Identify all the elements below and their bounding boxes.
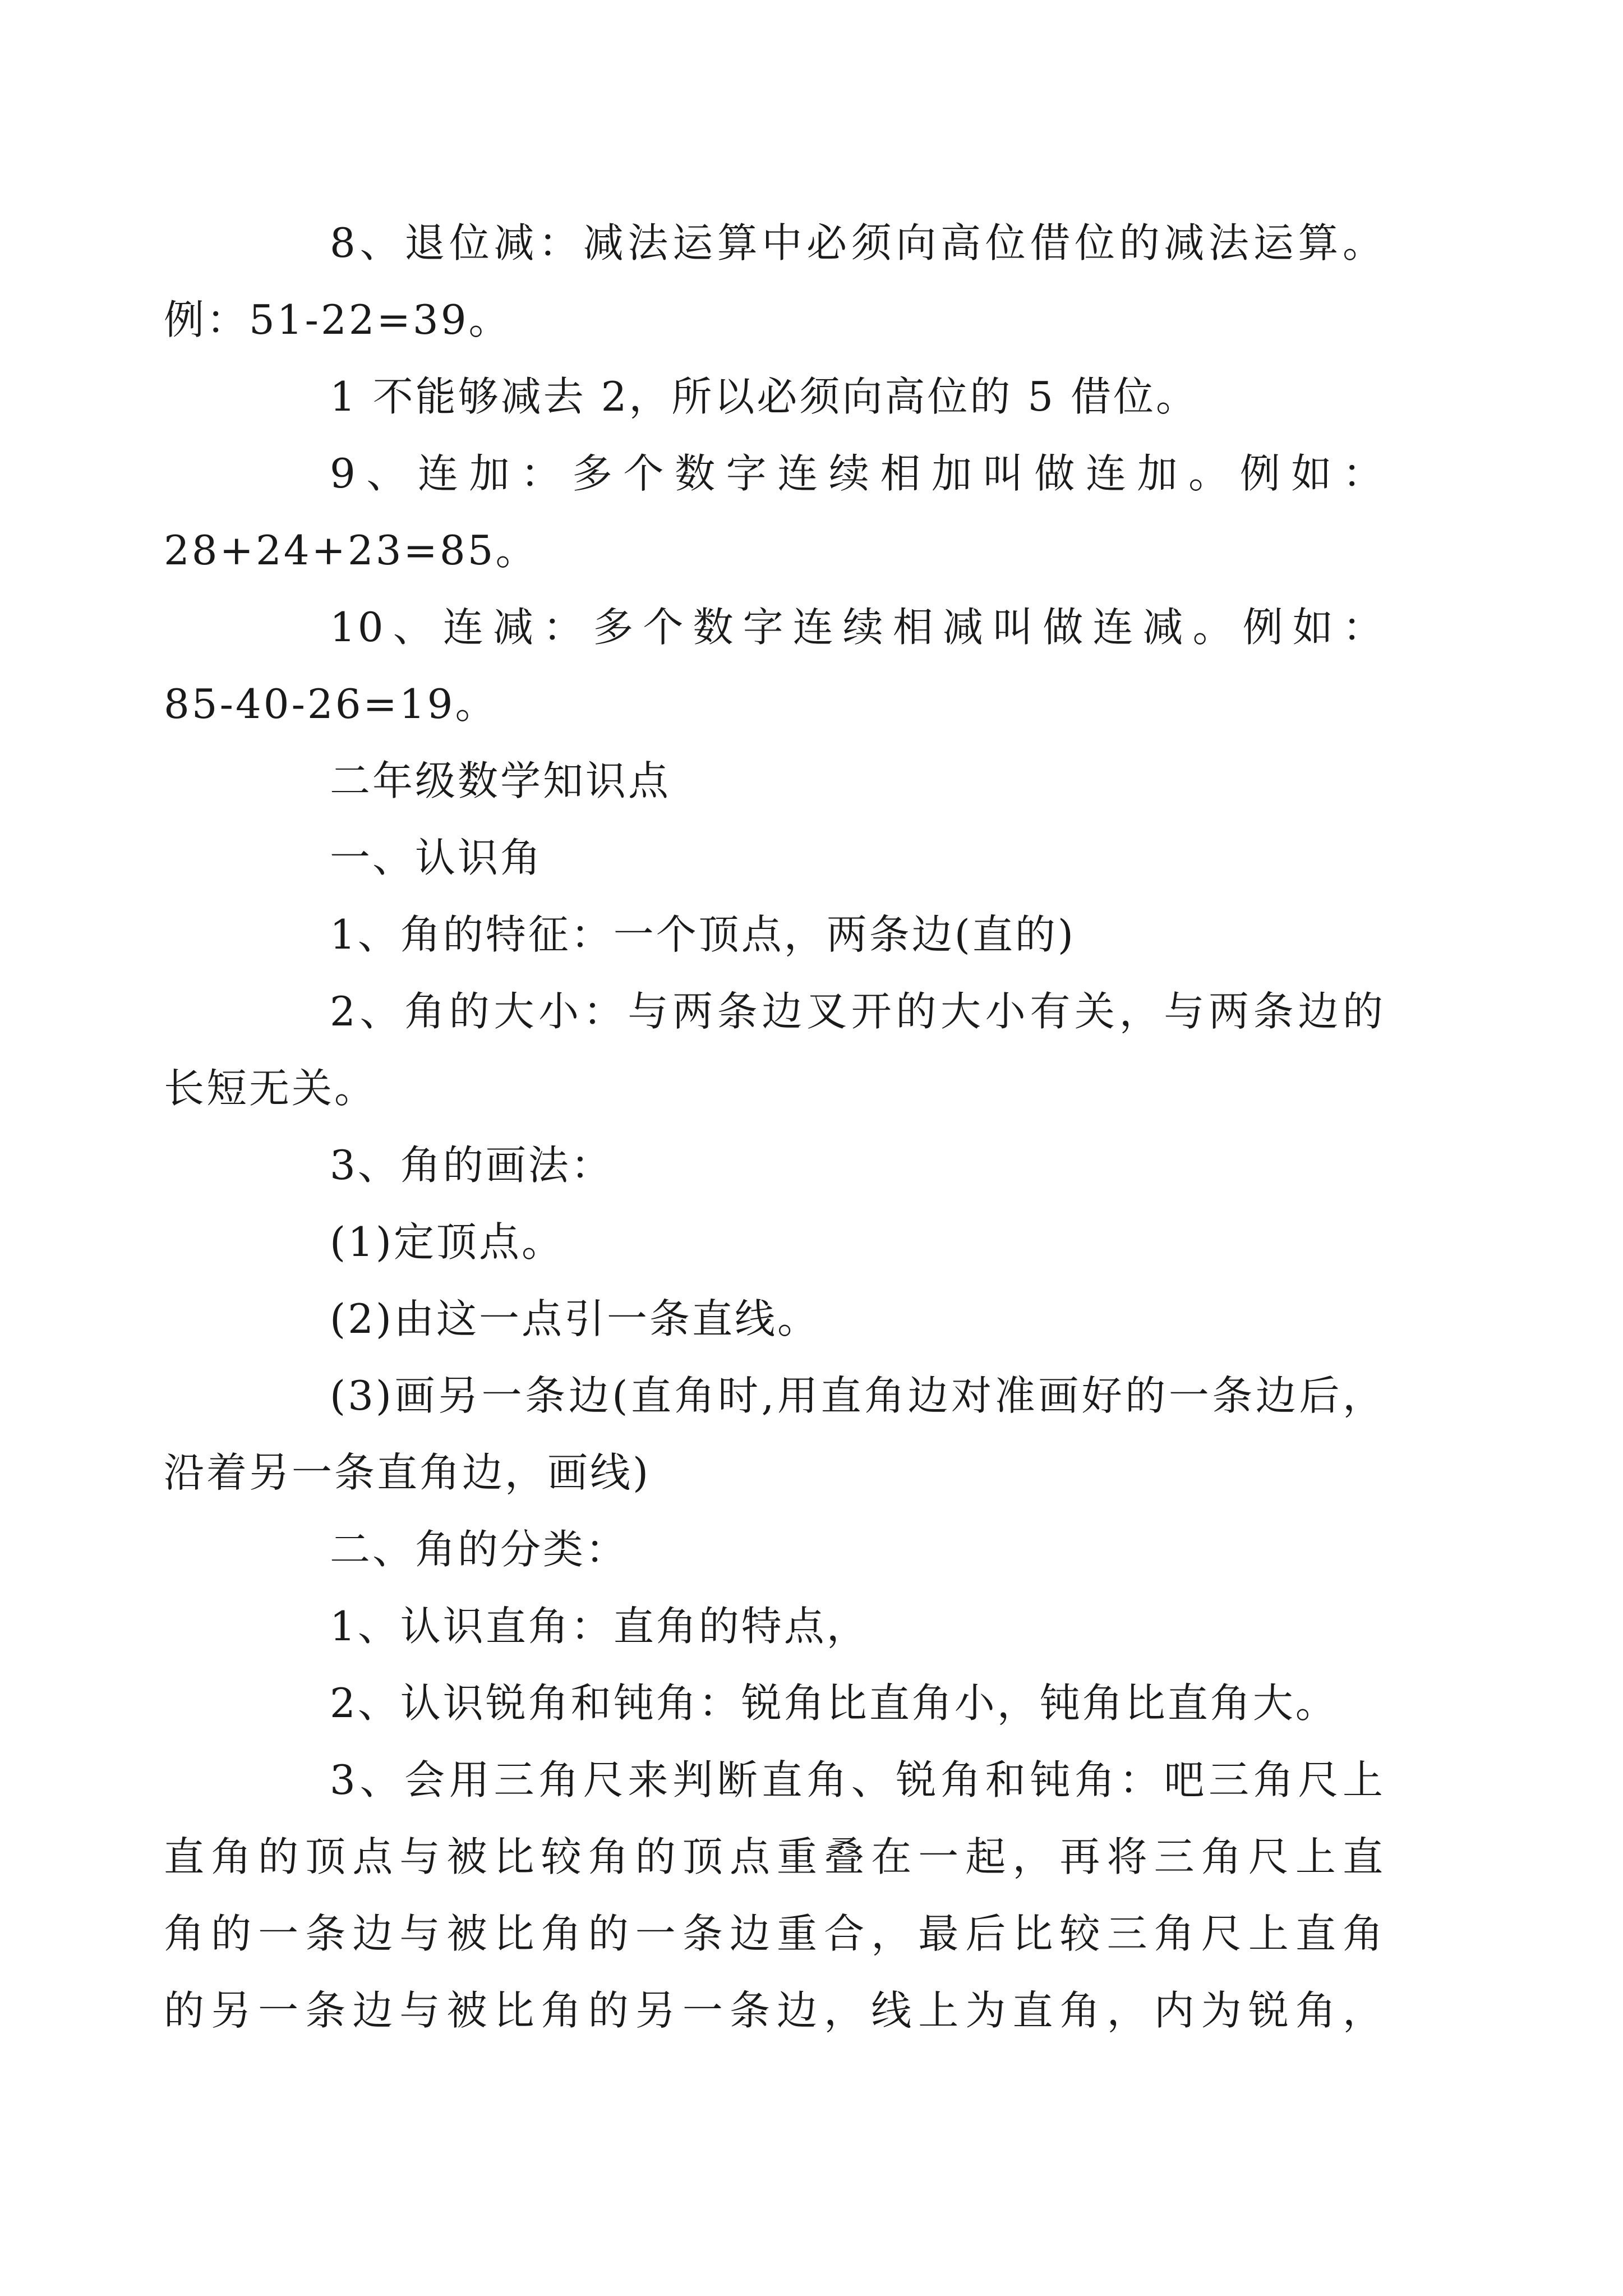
paragraph-line: 沿着另一条直角边，画线) (164, 1449, 651, 1496)
paragraph-line: (1)定顶点。 (330, 1218, 564, 1266)
paragraph-line: 的另一条边与被比角的另一条边，线上为直角，内为锐角， (164, 1987, 1385, 2034)
paragraph-angle-size (164, 973, 1385, 1127)
paragraph-line: 角的一条边与被比角的一条边重合，最后比较三角尺上直角 (164, 1910, 1385, 1957)
paragraph-line: 85-40-26=19。 (164, 680, 498, 728)
paragraph-angle-features (247, 896, 1385, 973)
paragraph-continuous-subtraction (164, 589, 1385, 743)
paragraph-line: 3、角的画法： (330, 1142, 614, 1189)
paragraph-right-angle (247, 1588, 1385, 1665)
paragraph-step-1 (247, 1204, 1385, 1281)
section-heading-grade2 (247, 743, 1385, 820)
paragraph-line: 例：51-22=39。 (164, 296, 511, 343)
paragraph-line: 9、连加：多个数字连续相加叫做连加。例如： (330, 450, 1385, 497)
paragraph-line: 2、认识锐角和钝角：锐角比直角小，钝角比直角大。 (330, 1680, 1338, 1727)
paragraph-continuous-addition (164, 435, 1385, 589)
paragraph-line: 直角的顶点与被比较角的顶点重叠在一起，再将三角尺上直 (164, 1833, 1385, 1880)
section-heading-angles (247, 820, 1385, 896)
heading-text: 二年级数学知识点 (330, 757, 671, 804)
paragraph-line: 28+24+23=85。 (164, 527, 538, 574)
document-body (164, 205, 1385, 2049)
paragraph-line: 1 不能够减去 2，所以必须向高位的 5 借位。 (330, 373, 1198, 420)
paragraph-line: (3)画另一条边(直角时,用直角边对准画好的一条边后， (330, 1372, 1385, 1419)
paragraph-line: 2、角的大小：与两条边叉开的大小有关，与两条边的 (330, 988, 1385, 1035)
paragraph-acute-obtuse (247, 1665, 1385, 1742)
paragraph-line: 3、会用三角尺来判断直角、锐角和钝角：吧三角尺上 (330, 1756, 1385, 1803)
paragraph-triangle-ruler (164, 1742, 1385, 2049)
paragraph-step-2 (247, 1281, 1385, 1358)
paragraph-line: 1、认识直角：直角的特点， (330, 1603, 869, 1650)
paragraph-step-3 (164, 1358, 1385, 1511)
paragraph-subtraction-borrow (164, 205, 1385, 358)
paragraph-angle-drawing (247, 1127, 1385, 1204)
paragraph-line: 8、退位减：减法运算中必须向高位借位的减法运算。 (330, 219, 1385, 266)
heading-text: 一、认识角 (330, 834, 543, 881)
heading-text: 二、角的分类： (330, 1526, 629, 1573)
section-heading-angle-classification (247, 1511, 1385, 1588)
paragraph-line: 10、连减：多个数字连续相减叫做连减。例如： (330, 604, 1385, 651)
paragraph-line: (2)由这一点引一条直线。 (330, 1295, 820, 1342)
paragraph-borrow-explanation (247, 358, 1385, 435)
paragraph-line: 长短无关。 (164, 1065, 377, 1112)
paragraph-line: 1、角的特征：一个顶点，两条边(直的) (330, 911, 1076, 958)
